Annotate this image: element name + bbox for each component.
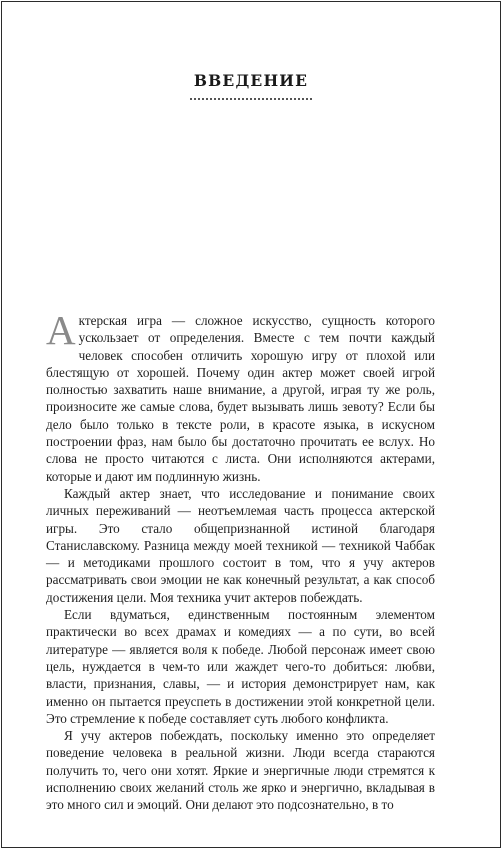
paragraph-1-text: ктерская игра — сложное искусство, сущность которого ускользает от определения. Вместе с тем почти каждый человек способен отличить хорошую игру от плохой или блестящую от хорошей. Почему один актер может своей игрой полностью захватить наше внимание, а другой, играя ту же роль, произносите же самые слова, будет вызывать лишь зевоту? Если бы дело было только в тексте роли, в красоте языка, в искусном построении фраз, нам было бы достаточно прочитать ее вслух. Но слова не просто читаются с листа. Они исполняются актерами, которые и дают им подлинную жизнь. xyxy=(46,313,435,484)
paragraph-4: Я учу актеров побеждать, поскольку именно это определяет поведение человека в реальной жизни. Люди всегда стараются получить то, чего они хотят. Яркие и энергичные люди стремятся к исполнению своих желаний столь же ярко и энергично, вкладывая в это много сил и эмоций. Они делают это подсознательно, в то xyxy=(46,728,435,813)
paragraph-1 xyxy=(46,307,435,485)
drop-cap: А xyxy=(46,307,76,353)
paragraph-2: Каждый актер знает, что исследование и понимание своих личных переживаний — неотъемлемая часть процесса актерской игры. Это стало общепризнанной истиной благодаря Станиславскому. Разница между моей техникой — техникой Чаббак — и методиками прошлого состоит в том, что я учу актеров рассматривать свои эмоции не как конечный результат, а как способ достижения цели. Моя техника учит актеров побеждать. xyxy=(46,485,435,605)
paragraph-3: Если вдуматься, единственным постоянным элементом практически во всех драмах и комедиях — а по сути, во всей литературе — является воля к победе. Любой персонаж имеет свою цель, нуждается в чем-то или жаждет чего-то добиться: любви, власти, признания, славы, — и история демонстрирует нам, как именно он пытается преуспеть в достижении этой конкретной цели. Это стремление к победе составляет суть любого конфликта. xyxy=(46,607,435,726)
chapter-title: ВВЕДЕНИЕ xyxy=(193,71,309,90)
title-dotted-rule xyxy=(190,98,312,100)
book-page xyxy=(1,1,501,848)
body-text xyxy=(46,307,435,814)
